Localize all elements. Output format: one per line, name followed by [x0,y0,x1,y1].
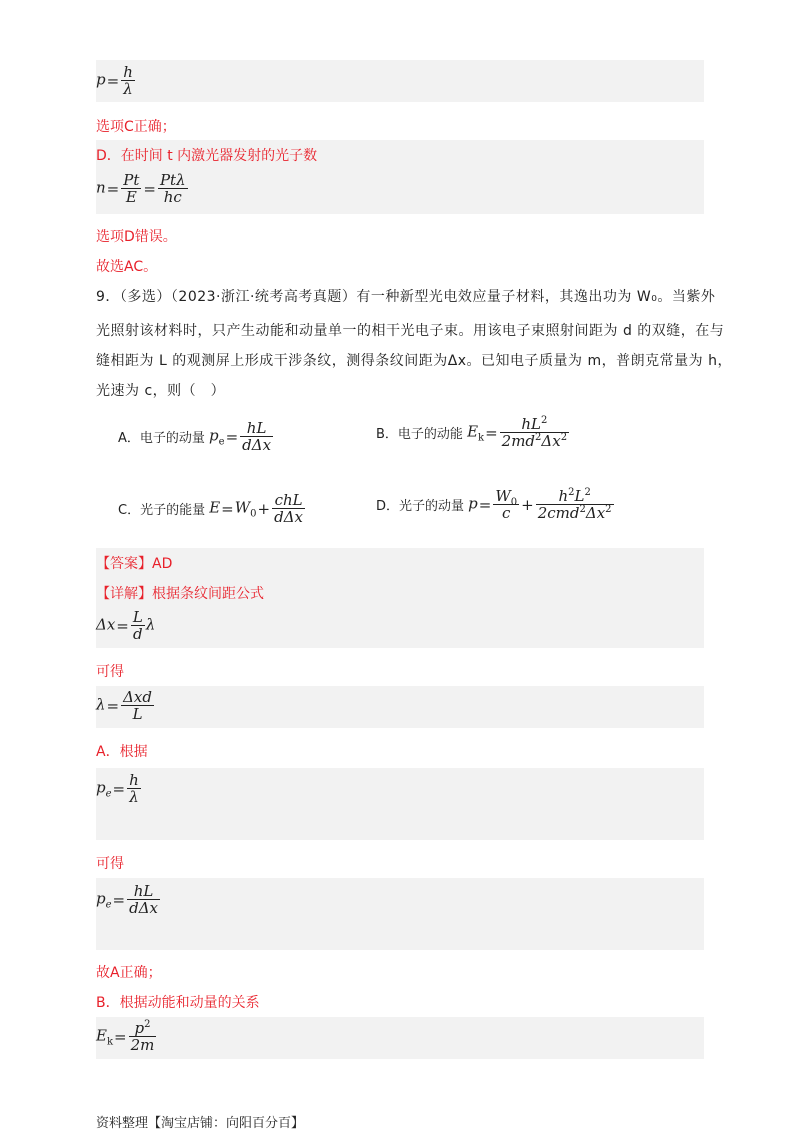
choose-ac: 故选AC。 [96,259,158,275]
option-d-formula: p= $\frac{W_0}{c}$ + $\frac{h^2L^2}{2cmd^2\Delta x^2}$ [468,487,612,522]
formula-band [96,60,704,102]
keyi-1: 可得 [96,664,124,680]
option-d-wrong: 选项D错误。 [96,229,177,245]
formula-p-h-lambda: p= $\frac{h}{\lambda}$ [96,63,133,98]
a-basis: A．根据 [96,744,148,760]
option-b-label: B．电子的动能 [376,427,463,442]
footer-note: 资料整理【淘宝店铺：向阳百分百】 [96,1116,305,1131]
pe-band [96,768,704,840]
option-a-formula: $p_e=$ $\frac{hL}{\text{dΔx}}$ [209,419,272,454]
question-line-1: 9．（多选）（2023·浙江·统考高考真题）有一种新型光电效应量子材料，其逸出功为 W₀。当紫外 [96,289,716,305]
option-a-label: A．电子的动量 [118,431,205,446]
option-c-formula: $E=W_0+$ $\frac{\text{chL}}{\text{dΔx}}$ [209,491,304,526]
formula-lambda: λ= $\frac{\text{Δxd}}{L}$ [96,688,152,723]
option-d-label: D．光子的动量 [376,499,465,514]
formula-n: n= $\frac{Pt}{E}$ = $\frac{\text{Ptλ}}{hc}$ [96,171,186,206]
question-line-3: 缝相距为 L 的观测屏上形成干涉条纹，测得条纹间距为Δx。已知电子质量为 m，普朗克常量为 h， [96,353,732,369]
a-correct: 故A正确； [96,965,162,981]
question-line-2: 光照射该材料时，只产生动能和动量单一的相干光电子束。用该电子束照射间距为 d 的双缝，在与 [96,323,725,339]
heading-d: D．在时间 t 内激光器发射的光子数 [96,148,318,164]
answer-label: 【答案】AD [96,556,173,572]
ek-band [96,1017,704,1059]
pe-hl-band [96,878,704,950]
question-line-4: 光速为 c，则（ ） [96,383,226,399]
b-relation: B．根据动能和动量的关系 [96,995,260,1011]
detail-label: 【详解】根据条纹间距公式 [96,586,264,602]
option-d [376,488,615,521]
option-a [118,420,274,453]
lambda-band [96,686,704,728]
option-b [376,416,570,449]
option-c-correct: 选项C正确； [96,119,176,135]
formula-pe-hl: $p_e=$ $\frac{hL}{\text{dΔx}}$ [96,882,159,917]
option-c-label: C．光子的能量 [118,503,206,518]
keyi-2: 可得 [96,856,124,872]
option-c [118,492,306,525]
formula-pe-h: $p_e=$ $\frac{h}{\lambda}$ [96,771,139,806]
formula-dx: Δx= $\frac{L}{d}$ λ [96,608,156,643]
option-b-formula: $E_k=$ $\frac{hL^2}{2md^2\Delta x^2}$ [467,415,568,450]
formula-ek: $E_k=$ $\frac{p^2}{2m}$ [96,1019,155,1054]
